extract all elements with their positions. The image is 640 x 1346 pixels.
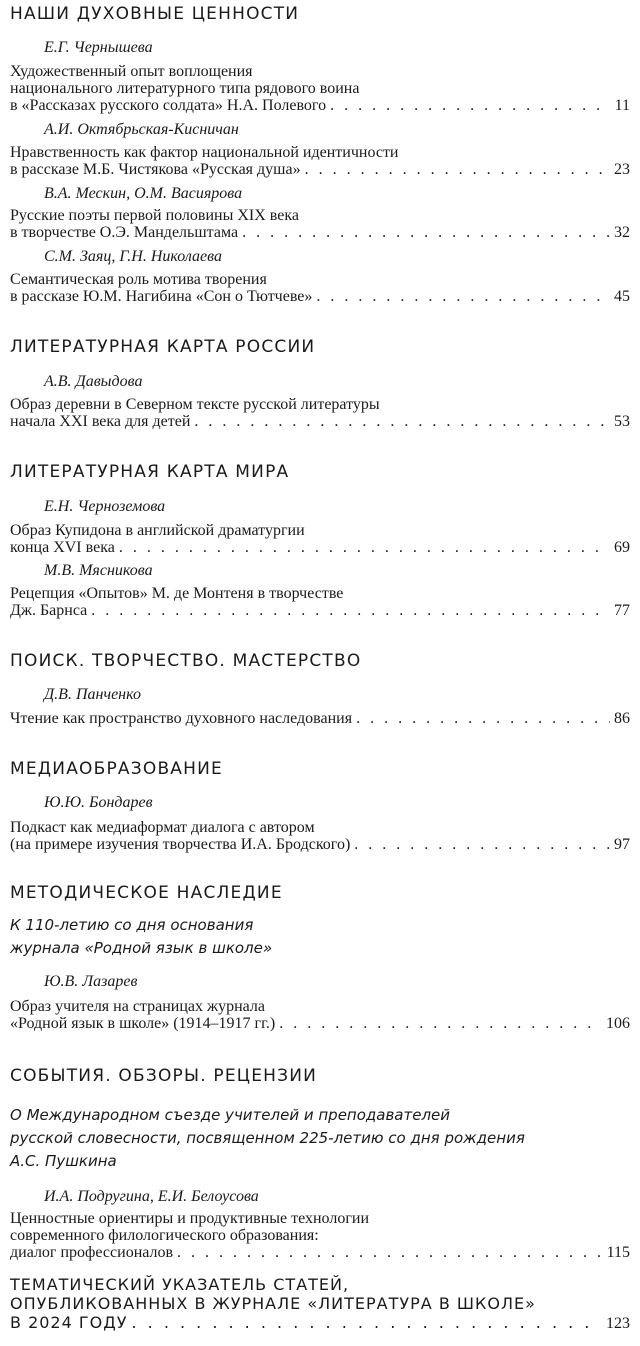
article-title-line: Русские поэты первой половины XIX века xyxy=(10,207,299,224)
article-title-line: Образ Купидона в английской драматургии xyxy=(10,522,305,539)
page-number: 86 xyxy=(614,710,630,727)
article-authors: Ю.В. Лазарев xyxy=(44,973,138,990)
page-number: 69 xyxy=(614,539,630,556)
article-authors: М.В. Мясникова xyxy=(44,562,153,579)
toc-entry-line: диалог профессионалов . . . 115 xyxy=(10,1243,630,1262)
page-number: 32 xyxy=(614,224,630,241)
leader-dots xyxy=(119,538,610,557)
leader-dots xyxy=(242,223,610,242)
toc-entry-line: в рассказе М.Б. Чистякова «Русская душа» . . . 23 xyxy=(10,160,630,179)
toc-entry-line: конца XVI века . . . 69 xyxy=(10,538,630,557)
section-subheading: К 110-летию со дня основания xyxy=(10,916,254,934)
page-number: 45 xyxy=(614,288,630,305)
page-number: 97 xyxy=(614,836,630,853)
section-subheading: журнала «Родной язык в школе» xyxy=(10,939,273,957)
page-number: 115 xyxy=(606,1244,630,1261)
leader-dots xyxy=(354,835,610,854)
toc-entry-line: В 2024 ГОДУ . . . 123 xyxy=(10,1313,630,1333)
leader-dots xyxy=(305,160,610,179)
article-authors: С.М. Заяц, Г.Н. Николаева xyxy=(44,248,222,265)
leader-dots xyxy=(131,1313,602,1332)
section-title: НАШИ ДУХОВНЫЕ ЦЕННОСТИ xyxy=(10,4,300,24)
leader-dots xyxy=(177,1243,603,1262)
article-title-line: Нравственность как фактор национальной идентичности xyxy=(10,144,399,161)
page-number: 77 xyxy=(614,602,630,619)
article-title-line: национального литературного типа рядового воина xyxy=(10,80,360,97)
toc-entry-line: (на примере изучения творчества И.А. Бродского) . . . 97 xyxy=(10,835,630,854)
leader-dots xyxy=(194,412,610,431)
leader-dots xyxy=(330,96,611,115)
section-subheading: О Международном съезде учителей и преподавателей xyxy=(10,1106,451,1124)
article-authors: И.А. Подругина, Е.И. Белоусова xyxy=(44,1188,259,1205)
section-subheading: русской словесности, посвященном 225-летию со дня рождения xyxy=(10,1129,525,1147)
toc-entry-line: Чтение как пространство духовного наследования . . . 86 xyxy=(10,709,630,728)
section-subheading: А.С. Пушкина xyxy=(10,1152,117,1170)
article-authors: Ю.Ю. Бондарев xyxy=(44,794,153,811)
article-authors: Д.В. Панченко xyxy=(44,686,141,703)
article-authors: А.В. Давыдова xyxy=(44,373,143,390)
article-title-line: Подкаст как медиаформат диалога с автором xyxy=(10,819,315,836)
section-title: ЛИТЕРАТУРНАЯ КАРТА РОССИИ xyxy=(10,337,316,357)
section-title: МЕДИАОБРАЗОВАНИЕ xyxy=(10,759,223,779)
article-title-line: Ценностные ориентиры и продуктивные технологии xyxy=(10,1210,370,1227)
article-title-line: современного филологического образования: xyxy=(10,1227,319,1244)
leader-dots xyxy=(356,709,610,728)
article-title-line: Образ деревни в Северном тексте русской литературы xyxy=(10,396,380,413)
toc-entry-line: начала XXI века для детей . . . 53 xyxy=(10,412,630,431)
section-title: ПОИСК. ТВОРЧЕСТВО. МАСТЕРСТВО xyxy=(10,651,362,671)
leader-dots xyxy=(91,601,610,620)
article-authors: Е.Н. Черноземова xyxy=(44,498,166,515)
index-title-line: ОПУБЛИКОВАННЫХ В ЖУРНАЛЕ «ЛИТЕРАТУРА В ШКОЛЕ» xyxy=(10,1294,536,1313)
page-number: 123 xyxy=(606,1315,630,1332)
toc-entry-line: Дж. Барнса . . . 77 xyxy=(10,601,630,620)
article-title-line: Художественный опыт воплощения xyxy=(10,63,253,80)
article-title-line: Семантическая роль мотива творения xyxy=(10,271,267,288)
leader-dots xyxy=(279,1014,602,1033)
article-authors: В.А. Мескин, О.М. Васиярова xyxy=(44,185,243,202)
toc-entry-line: в рассказе Ю.М. Нагибина «Сон о Тютчеве» . . . 45 xyxy=(10,287,630,306)
section-title: ЛИТЕРАТУРНАЯ КАРТА МИРА xyxy=(10,462,290,482)
toc-entry-line: «Родной язык в школе» (1914–1917 гг.) . . . 106 xyxy=(10,1014,630,1033)
section-title: СОБЫТИЯ. ОБЗОРЫ. РЕЦЕНЗИИ xyxy=(10,1066,318,1086)
leader-dots xyxy=(316,287,610,306)
page-number: 11 xyxy=(614,97,630,114)
page-number: 23 xyxy=(614,161,630,178)
page-number: 106 xyxy=(606,1015,630,1032)
article-title-line: Рецепция «Опытов» М. де Монтеня в творчестве xyxy=(10,585,344,602)
page-number: 53 xyxy=(614,413,630,430)
article-authors: Е.Г. Чернышева xyxy=(44,39,153,56)
index-title-line: ТЕМАТИЧЕСКИЙ УКАЗАТЕЛЬ СТАТЕЙ, xyxy=(10,1275,350,1294)
article-title-line: Образ учителя на страницах журнала xyxy=(10,998,265,1015)
toc-entry-line: в творчестве О.Э. Мандельштама . . . 32 xyxy=(10,223,630,242)
section-title: МЕТОДИЧЕСКОЕ НАСЛЕДИЕ xyxy=(10,883,283,903)
toc-entry-line: в «Рассказах русского солдата» Н.А. Полевого . . . 11 xyxy=(10,96,630,115)
article-authors: А.И. Октябрьская-Кисничан xyxy=(44,121,239,138)
